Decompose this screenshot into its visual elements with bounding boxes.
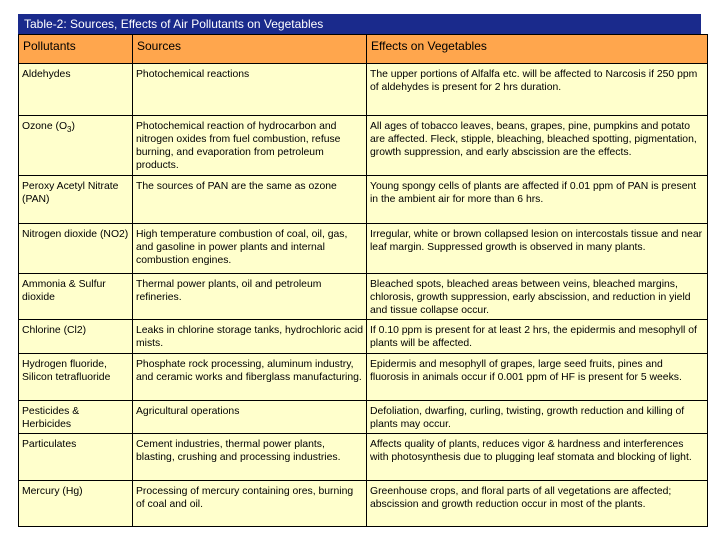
table-row — [19, 274, 708, 320]
source-cell: Cement industries, thermal power plants, blasting, crushing and processing industries. — [133, 434, 367, 481]
table-row — [19, 481, 708, 527]
effect-cell: Bleached spots, bleached areas between veins, bleached margins, chlorosis, growth suppression, early abscission, and reduction in yield and tissue collapse occur. — [367, 274, 708, 320]
pollutant-cell: Pesticides & Herbicides — [19, 401, 133, 434]
effect-cell: The upper portions of Alfalfa etc. will be affected to Narcosis if 250 ppm of aldehydes is present for 2 hrs duration. — [367, 64, 708, 116]
source-cell: Agricultural operations — [133, 401, 367, 434]
pollutant-cell — [19, 116, 133, 176]
table-row — [19, 320, 708, 354]
source-cell: Leaks in chlorine storage tanks, hydrochloric acid mists. — [133, 320, 367, 354]
table-row — [19, 401, 708, 434]
effect-cell: If 0.10 ppm is present for at least 2 hrs, the epidermis and mesophyll of plants will be affected. — [367, 320, 708, 354]
source-cell: Thermal power plants, oil and petroleum refineries. — [133, 274, 367, 320]
table-title: Table-2: Sources, Effects of Air Pollutants on Vegetables — [18, 14, 701, 34]
table-row — [19, 116, 708, 176]
effect-cell: Affects quality of plants, reduces vigor & hardness and interferences with photosynthesis due to plugging leaf stomata and blocking of light. — [367, 434, 708, 481]
table-row — [19, 176, 708, 224]
pollutant-cell: Nitrogen dioxide (NO2) — [19, 224, 133, 274]
table-row — [19, 354, 708, 401]
header-pollutants: Pollutants — [19, 35, 133, 64]
table-row — [19, 64, 708, 116]
table-row — [19, 434, 708, 481]
pollutant-cell: Aldehydes — [19, 64, 133, 116]
table-row — [19, 224, 708, 274]
effect-cell: Epidermis and mesophyll of grapes, large seed fruits, pines and fluorosis in animals occur if 0.001 ppm of HF is present for 5 weeks. — [367, 354, 708, 401]
pollutant-cell: Chlorine (Cl2) — [19, 320, 133, 354]
source-cell: Processing of mercury containing ores, burning of coal and oil. — [133, 481, 367, 527]
pollutant-suffix: ) — [71, 121, 75, 132]
pollutant-cell: Hydrogen fluoride, Silicon tetrafluoride — [19, 354, 133, 401]
pollutant-cell: Mercury (Hg) — [19, 481, 133, 527]
pollutant-text: Ozone (O — [22, 121, 68, 132]
source-cell: Photochemical reactions — [133, 64, 367, 116]
header-row — [19, 35, 708, 64]
pollutant-subscript: 3 — [67, 125, 72, 135]
source-cell: High temperature combustion of coal, oil, gas, and gasoline in power plants and internal combustion engines. — [133, 224, 367, 274]
source-cell: The sources of PAN are the same as ozone — [133, 176, 367, 224]
pollutant-cell: Peroxy Acetyl Nitrate (PAN) — [19, 176, 133, 224]
header-sources: Sources — [133, 35, 367, 64]
pollutant-cell: Particulates — [19, 434, 133, 481]
source-cell: Phosphate rock processing, aluminum industry, and ceramic works and fiberglass manufacturing. — [133, 354, 367, 401]
effect-cell: Young spongy cells of plants are affected if 0.01 ppm of PAN is present in the ambient air for more than 6 hrs. — [367, 176, 708, 224]
effect-cell: Defoliation, dwarfing, curling, twisting, growth reduction and killing of plants may occur. — [367, 401, 708, 434]
effect-cell: All ages of tobacco leaves, beans, grapes, pine, pumpkins and potato are affected. Fleck, stipple, bleaching, bleached spotting, pigmentation, growth suppression, and early abscission are the effects. — [367, 116, 708, 176]
pollutants-table — [18, 34, 708, 527]
effect-cell: Greenhouse crops, and floral parts of all vegetations are affected; abscission and growth reduction occur in most of the plants. — [367, 481, 708, 527]
header-effects: Effects on Vegetables — [367, 35, 708, 64]
source-cell: Photochemical reaction of hydrocarbon and nitrogen oxides from fuel combustion, refuse burning, and evaporation from petroleum products. — [133, 116, 367, 176]
pollutants-table-container — [18, 34, 708, 533]
pollutant-cell: Ammonia & Sulfur dioxide — [19, 274, 133, 320]
effect-cell: Irregular, white or brown collapsed lesion on intercostals tissue and near leaf margin. Suppressed growth is observed in many plants. — [367, 224, 708, 274]
